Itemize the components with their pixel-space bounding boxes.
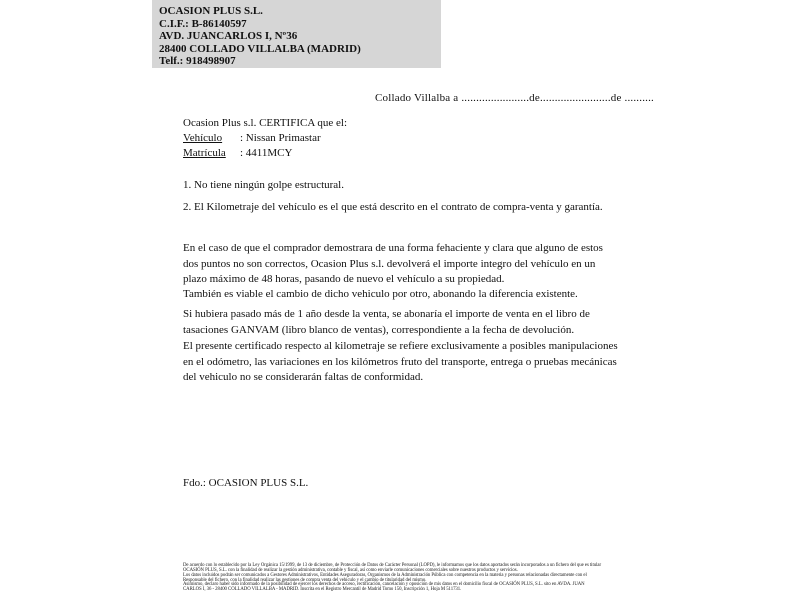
vehicle-line — [183, 131, 347, 146]
condition-point-2: 2. El Kilometraje del vehículo es el que está descrito en el contrato de compra-venta y garantía. — [183, 201, 603, 213]
legal-line: OCASIÓN PLUS, S.L. con la finalidad de realizar la gestión administrativa, contable y fiscal, así como enviarle comunicaciones comerciales sobre nuestros productos y servicios. — [183, 567, 518, 573]
date-line: Collado Villalba a .......................de........................de .......... — [375, 92, 655, 104]
legal-footer — [183, 564, 619, 593]
plate-label: Matrícula — [183, 147, 226, 159]
mileage-disclaimer-paragraph: El presente certificado respecto al kilometraje se refiere exclusivamente a posibles manipulaciones en el odómetro, las variaciones en los kilómetros fruto del transporte, entrega o pruebas mecánicas del vehiculo no se considerarán faltas de conformidad. — [183, 340, 618, 383]
company-address: AVD. JUANCARLOS I, Nº36 — [159, 30, 298, 43]
certification-block — [183, 116, 347, 161]
legal-line: Responsable del fichero, con la finalidad realizar las gestiones de compra venta del vehículo y el cambio de titularidad del mismo. — [183, 577, 427, 583]
company-cif: C.I.F.: B-86140597 — [159, 17, 247, 30]
vehicle-label: Vehículo — [183, 132, 223, 144]
plate-value: : 4411MCY — [240, 147, 293, 159]
legal-line: Asimismo, declaro haber sido informado de la posibilidad de ejercer los derechos de acceso, rectificación, cancelación y oposición de mis datos en el domicilio fiscal de OCASIÓN PLUS, S.L. sito en AVDA. JUAN — [183, 582, 585, 588]
legal-line: CARLOS I, 36 - 28400 COLLADO VILLALBA - MADRID. Inscrita en el Registro Mercantil de Madrid Tomo 150, Inscripción 1, Hoja M 511731. — [183, 587, 462, 593]
certification-intro: Ocasion Plus s.l. CERTIFICA que el: — [183, 117, 348, 129]
exchange-paragraph: También es viable el cambio de dicho vehiculo por otro, abonando la diferencia existente. — [183, 288, 578, 300]
vehicle-value: : Nissan Primastar — [240, 132, 321, 144]
legal-line: Los datos incluidos podrán ser comunicados a Gestores Administrativos, Entidades Aseguradoras, Organismos de la Administración Pública con competencia en la materia y personas relacionadas directamente con el — [183, 572, 587, 578]
legal-line: De acuerdo con lo establecido por la Ley Orgánica 15/1999, de 13 de diciembre, de Protección de Datos de Carácter Personal (LOPD), le informamos que los datos aportados serán incorporados a un fichero del que es titular — [183, 563, 602, 568]
ganvam-paragraph: Si hubiera pasado más de 1 año desde la venta, se abonaría el importe de venta en el libro de tasaciones GANVAM (libro blanco de ventas), correspondiente a la fecha de devolución. — [183, 308, 590, 336]
company-city: 28400 COLLADO VILLALBA (MADRID) — [159, 42, 361, 55]
company-phone: Telf.: 918498907 — [159, 55, 236, 68]
signature-line: Fdo.: OCASION PLUS S.L. — [183, 477, 309, 489]
plate-line — [183, 146, 347, 161]
refund-paragraph: En el caso de que el comprador demostrara de una forma fehaciente y clara que alguno de estos dos puntos no son correctos, Ocasion Plus s.l. devolverá el importe integro del vehículo en un plazo máximo de 48 horas, pasando de nuevo el vehículo a su propiedad. — [183, 242, 603, 285]
company-header-block — [152, 0, 441, 68]
condition-point-1: 1. No tiene ningún golpe estructural. — [183, 179, 344, 191]
company-name: OCASION PLUS S.L. — [159, 5, 263, 17]
